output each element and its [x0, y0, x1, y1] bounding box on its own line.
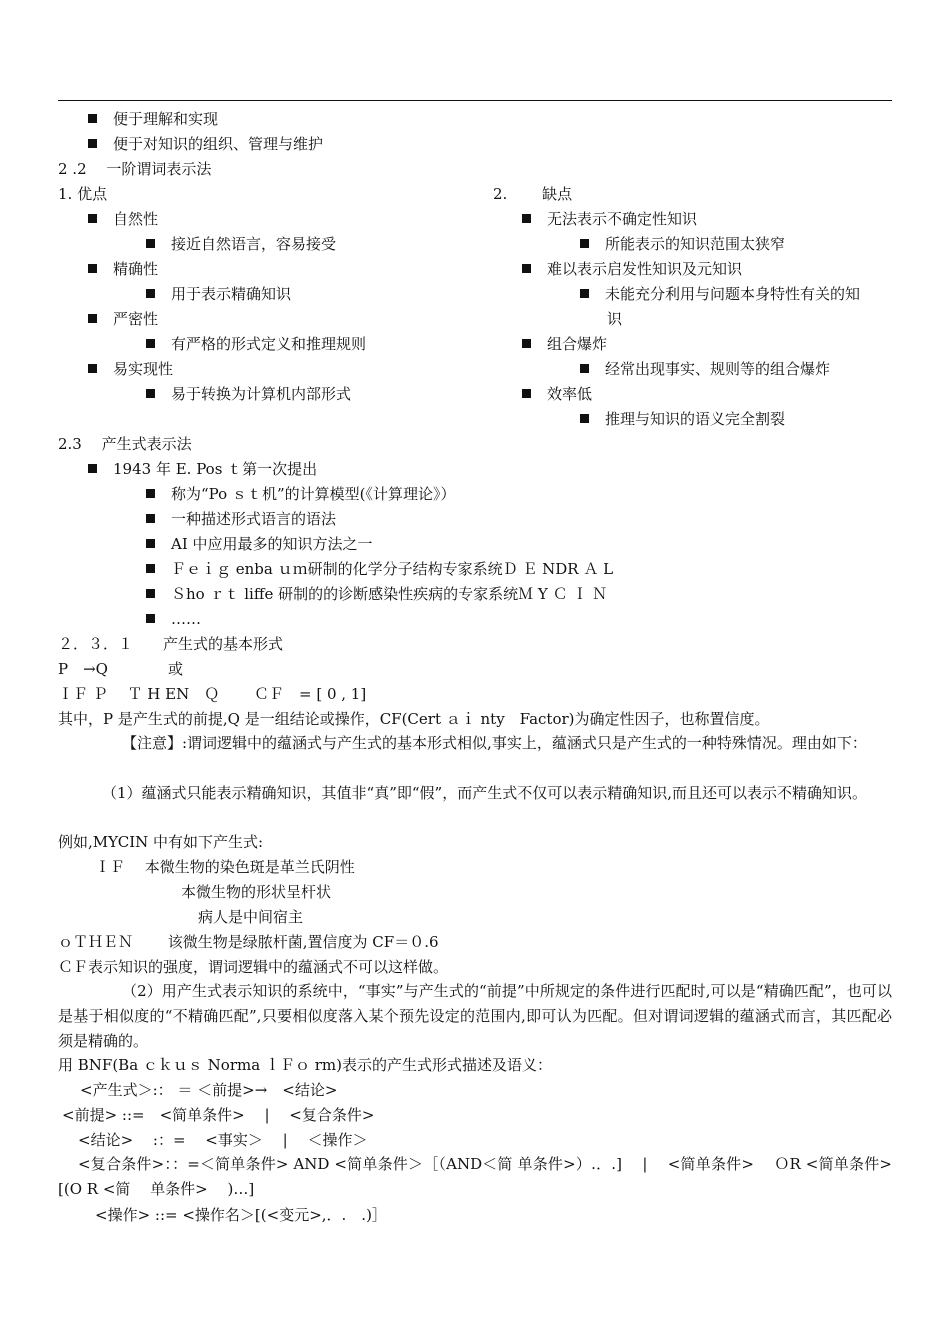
bnf-line: <结论> :：= <事实＞ | ＜操作＞ [78, 1131, 368, 1149]
rule-if: ＩＦ 本微生物的染色斑是革兰氏阴性 [95, 858, 355, 876]
sub-list-item: 有严格的形式定义和推理规则 [146, 333, 366, 355]
square-bullet-icon [88, 139, 97, 148]
sub-list-item: 称为“Po ｓｔ机”的计算模型(《计算理论》） [146, 483, 455, 505]
square-bullet-icon [146, 539, 155, 548]
disadvantages-header: 2. 缺点 [493, 185, 573, 203]
sub-list-item: 所能表示的知识范围太狭窄 [580, 233, 785, 255]
square-bullet-icon [88, 314, 97, 323]
sub-list-item: Ｆｅｉｇ enba ｕｍ研制的化学分子结构专家系统Ｄ Ｅ NDR Ａ L [146, 558, 613, 580]
square-bullet-icon [146, 589, 155, 598]
paragraph: （1）蕴涵式只能表示精确知识，其值非“真”即“假”，而产生式不仅可以表示精确知识,而且还可以表示不精确知识。 [102, 784, 867, 802]
rule-then: ｏＴＨＥＮ 该微生物是绿脓杆菌,置信度为 CF＝０.6 [58, 933, 439, 951]
square-bullet-icon [146, 239, 155, 248]
square-bullet-icon [88, 214, 97, 223]
sub-list-item: Ｓho ｒｔ liffe 研制的的诊断感染性疾病的专家系统Ｍ Y Ｃ Ｉ Ｎ [146, 583, 607, 605]
header-rule [58, 100, 892, 101]
sub-list-item: AI 中应用最多的知识方法之一 [146, 533, 373, 555]
square-bullet-icon [522, 389, 531, 398]
bnf-line: <前提> ::= <简单条件> | <复合条件> [62, 1106, 375, 1124]
square-bullet-icon [146, 489, 155, 498]
list-item: 无法表示不确定性知识 [522, 208, 697, 230]
square-bullet-icon [146, 339, 155, 348]
square-bullet-icon [146, 614, 155, 623]
sub-list-item: 接近自然语言，容易接受 [146, 233, 336, 255]
square-bullet-icon [88, 114, 97, 123]
list-item: 效率低 [522, 383, 592, 405]
explanation: 其中，P 是产生式的前提,Q 是一组结论或操作，CF(Cert ａｉ nty Factor)为确定性因子，也称置信度。 [58, 710, 770, 728]
list-item: 便于理解和实现 [88, 108, 218, 130]
section-title: 2.3 产生式表示法 [58, 435, 192, 453]
example-intro: 例如,MYCIN 中有如下产生式: [58, 833, 264, 851]
sub-list-item: 经常出现事实、规则等的组合爆炸 [580, 358, 830, 380]
paragraph: （2）用产生式表示知识的系统中，“事实”与产生式的“前提”中所规定的条件进行匹配时,可以是“精确匹配”，也可以是基于相似度的“不精确匹配”,只要相似度落入某个预先设定的范围内,即可认为匹配。但对谓词逻辑的蕴涵式而言，其匹配必须是精确的。 [58, 982, 892, 1050]
sub-list-item-continuation: 识 [607, 310, 623, 328]
form-line: ＩＦ Ｐ Ｔ H EN Ｑ ＣＦ = [ 0 , 1] [58, 685, 367, 703]
list-item: 1943 年 E. Pos ｔ第一次提出 [88, 458, 317, 480]
square-bullet-icon [522, 264, 531, 273]
bnf-intro: 用 BNF(Ba ｃｋｕｓ Norma ｌＦｏ rm)表示的产生式形式描述及语义： [58, 1056, 552, 1074]
section-title: 2 .2 一阶谓词表示法 [58, 160, 212, 178]
square-bullet-icon [146, 389, 155, 398]
advantages-header: 1. 优点 [58, 185, 108, 203]
square-bullet-icon [88, 364, 97, 373]
rule-condition: 本微生物的形状呈杆状 [181, 883, 332, 901]
bnf-line: <复合条件>：：=＜简单条件> AND <简单条件＞［（AND＜简 单条件>）.．.] | <简单条件> ＯR <简单条件> [(O R <简 单条件> )…] [58, 1155, 892, 1198]
square-bullet-icon [146, 564, 155, 573]
list-item: 易实现性 [88, 358, 173, 380]
square-bullet-icon [580, 239, 589, 248]
subsection-title: ２．３．１ 产生式的基本形式 [58, 635, 284, 653]
square-bullet-icon [522, 214, 531, 223]
bnf-line: <操作> ::= <操作名＞[(<变元>,．. .)］ [95, 1206, 387, 1224]
paragraph: ＣＦ表示知识的强度，谓词逻辑中的蕴涵式不可以这样做。 [58, 958, 449, 976]
sub-list-item: 未能充分利用与问题本身特性有关的知 [580, 283, 860, 305]
list-item: 自然性 [88, 208, 158, 230]
square-bullet-icon [580, 364, 589, 373]
sub-list-item: 推理与知识的语义完全割裂 [580, 408, 785, 430]
list-item: 便于对知识的组织、管理与维护 [88, 133, 323, 155]
sub-list-item: 一种描述形式语言的语法 [146, 508, 336, 530]
square-bullet-icon [88, 464, 97, 473]
list-item: 精确性 [88, 258, 158, 280]
list-item: 组合爆炸 [522, 333, 607, 355]
square-bullet-icon [580, 414, 589, 423]
square-bullet-icon [88, 264, 97, 273]
bnf-line: <产生式＞:： ＝ ＜前提>→ <结论> [80, 1081, 338, 1099]
list-item: 难以表示启发性知识及元知识 [522, 258, 742, 280]
form-line: P →Q 或 [58, 660, 183, 678]
rule-condition: 病人是中间宿主 [198, 908, 304, 926]
square-bullet-icon [522, 339, 531, 348]
sub-list-item: …… [146, 608, 201, 630]
square-bullet-icon [146, 514, 155, 523]
note-paragraph: 【注意】:谓词逻辑中的蕴涵式与产生式的基本形式相似,事实上，蕴涵式只是产生式的一种特殊情况。理由如下： [122, 734, 867, 752]
list-item: 严密性 [88, 308, 158, 330]
sub-list-item: 用于表示精确知识 [146, 283, 291, 305]
square-bullet-icon [580, 289, 589, 298]
sub-list-item: 易于转换为计算机内部形式 [146, 383, 351, 405]
square-bullet-icon [146, 289, 155, 298]
